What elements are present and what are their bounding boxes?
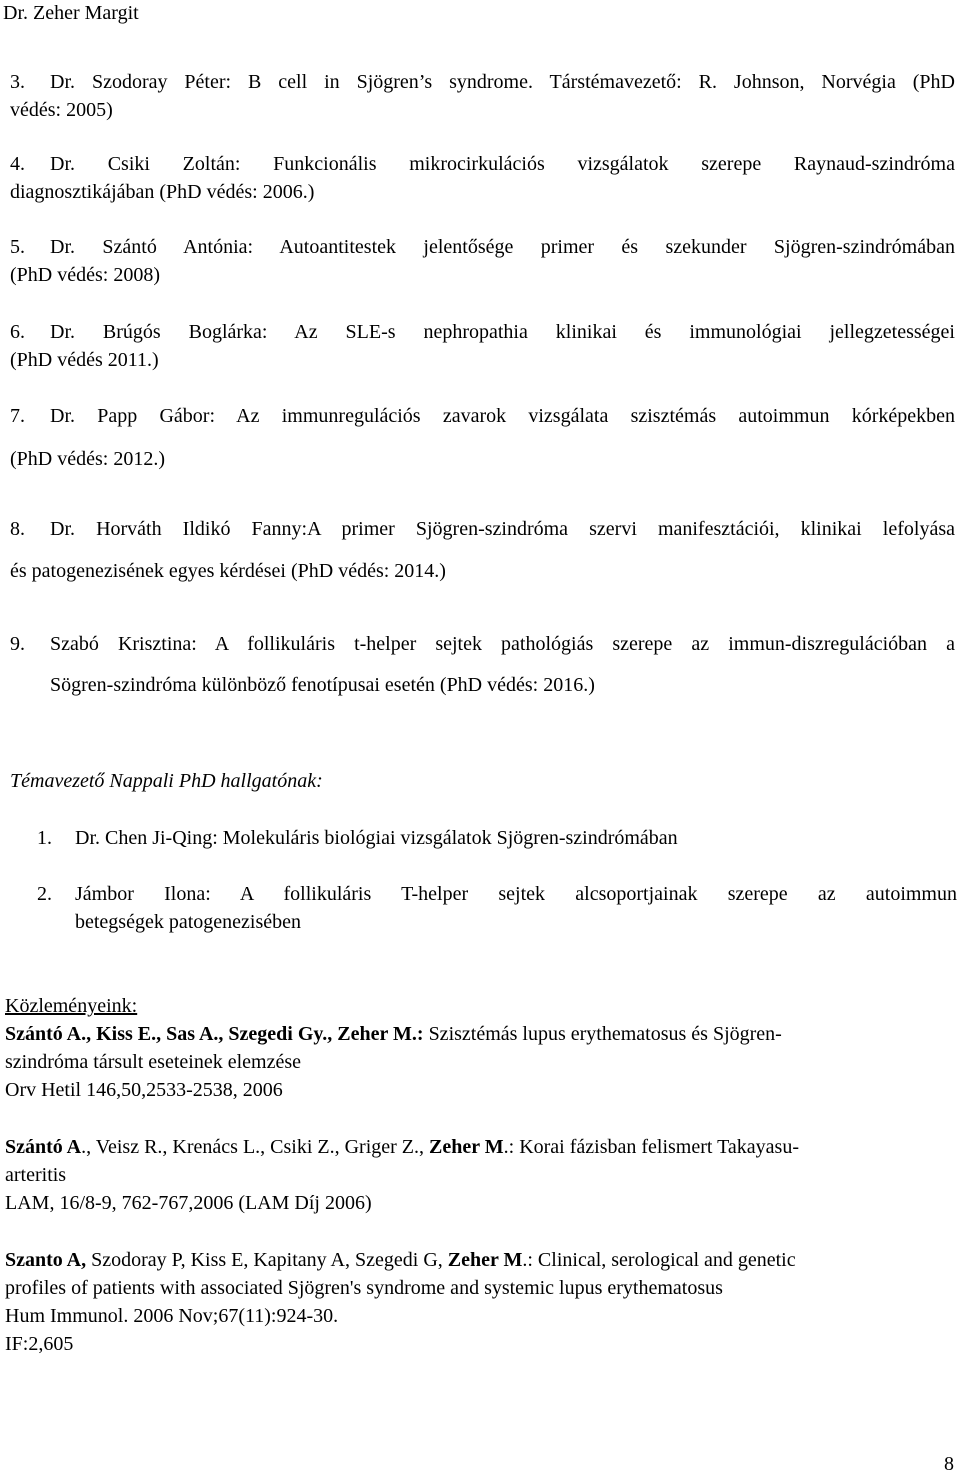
list-item-line: (PhD védés 2011.) xyxy=(10,349,159,371)
list-item-number: 5. xyxy=(10,236,25,258)
publication-source: LAM, 16/8-9, 762-767,2006 (LAM Díj 2006) xyxy=(5,1192,372,1214)
page-number: 8 xyxy=(944,1453,954,1475)
publication-title: .: Korai fázisban felismert Takayasu- xyxy=(503,1136,799,1158)
section-heading: Témavezető Nappali PhD hallgatónak: xyxy=(10,770,323,792)
publication-title: Szisztémás lupus erythematosus és Sjögren- xyxy=(423,1023,782,1045)
list-item-line: Dr. Papp Gábor: Az immunregulációs zavarok vizsgálata szisztémás autoimmun kórképekben xyxy=(50,405,955,427)
list-item-line: Dr. Horváth Ildikó Fanny:A primer Sjögren-szindróma szervi manifesztációi, klinikai lefolyása xyxy=(50,518,955,540)
list-item-number: 7. xyxy=(10,405,25,427)
list-item-number: 6. xyxy=(10,321,25,343)
publication-source: Orv Hetil 146,50,2533-2538, 2006 xyxy=(5,1079,283,1101)
list-item-line: betegségek patogenezisében xyxy=(75,911,302,933)
list-item-number: 8. xyxy=(10,518,25,540)
list-item-line: Szabó Krisztina: A follikuláris t-helper sejtek pathológiás szerepe az immun-diszregulációban a xyxy=(50,633,955,655)
author-highlight: Szántó A. xyxy=(5,1023,87,1045)
list-item-line: (PhD védés: 2012.) xyxy=(10,448,165,470)
author-highlight: Zeher M.: xyxy=(337,1023,424,1045)
list-item-number: 9. xyxy=(10,633,25,655)
list-item-number: 2. xyxy=(37,883,52,905)
publication-citation-line xyxy=(5,1133,799,1161)
publication-title-cont: szindróma társult eseteinek elemzése xyxy=(5,1051,301,1073)
list-item-line: védés: 2005) xyxy=(10,99,113,121)
list-item-line: Dr. Szántó Antónia: Autoantitestek jelentősége primer és szekunder Sjögren-szindrómában xyxy=(50,236,955,258)
list-item-number: 1. xyxy=(37,827,52,849)
list-item-line: Dr. Szodoray Péter: B cell in Sjögren’s syndrome. Társtémavezető: R. Johnson, Norvégia (PhD xyxy=(50,71,955,93)
publication-title: .: Clinical, serological and genetic xyxy=(522,1249,796,1271)
author-highlight: Zeher M xyxy=(429,1136,504,1158)
list-item-number: 4. xyxy=(10,153,25,175)
publication-citation-line xyxy=(5,1246,796,1274)
author-header: Dr. Zeher Margit xyxy=(3,2,139,24)
list-item-line: és patogenezisének egyes kérdései (PhD védés: 2014.) xyxy=(10,560,446,582)
list-item-line: Sögren-szindróma különböző fenotípusai esetén (PhD védés: 2016.) xyxy=(50,674,595,696)
publication-citation-line xyxy=(5,1020,782,1048)
author-list: Szodoray P, Kiss E, Kapitany A, Szegedi G, xyxy=(86,1249,448,1271)
publications-heading: Közleményeink: xyxy=(5,995,138,1017)
list-item-line: Dr. Chen Ji-Qing: Molekuláris biológiai vizsgálatok Sjögren-szindrómában xyxy=(75,827,678,849)
author-highlight: Szántó A xyxy=(5,1136,82,1158)
list-item-line: Dr. Csiki Zoltán: Funkcionális mikrocirkulációs vizsgálatok szerepe Raynaud-szindróma xyxy=(50,153,955,175)
publication-title-cont: profiles of patients with associated Sjögren's syndrome and systemic lupus erythematosus xyxy=(5,1277,723,1299)
author-highlight: Szanto A, xyxy=(5,1249,87,1271)
impact-factor: IF:2,605 xyxy=(5,1333,74,1355)
publication-title-cont: arteritis xyxy=(5,1164,67,1186)
publication-source: Hum Immunol. 2006 Nov;67(11):924-30. xyxy=(5,1305,339,1327)
author-list: ., Veisz R., Krenács L., Csiki Z., Griger Z., xyxy=(81,1136,430,1158)
list-item-line: diagnosztikájában (PhD védés: 2006.) xyxy=(10,181,315,203)
author-list: , Kiss E., Sas A., Szegedi Gy., xyxy=(86,1023,338,1045)
list-item-line: (PhD védés: 2008) xyxy=(10,264,160,286)
list-item-line: Jámbor Ilona: A follikuláris T-helper sejtek alcsoportjainak szerepe az autoimmun xyxy=(75,883,957,905)
list-item-line: Dr. Brúgós Boglárka: Az SLE-s nephropathia klinikai és immunológiai jellegzetességei xyxy=(50,321,955,343)
list-item-number: 3. xyxy=(10,71,25,93)
author-highlight: Zeher M xyxy=(447,1249,523,1271)
